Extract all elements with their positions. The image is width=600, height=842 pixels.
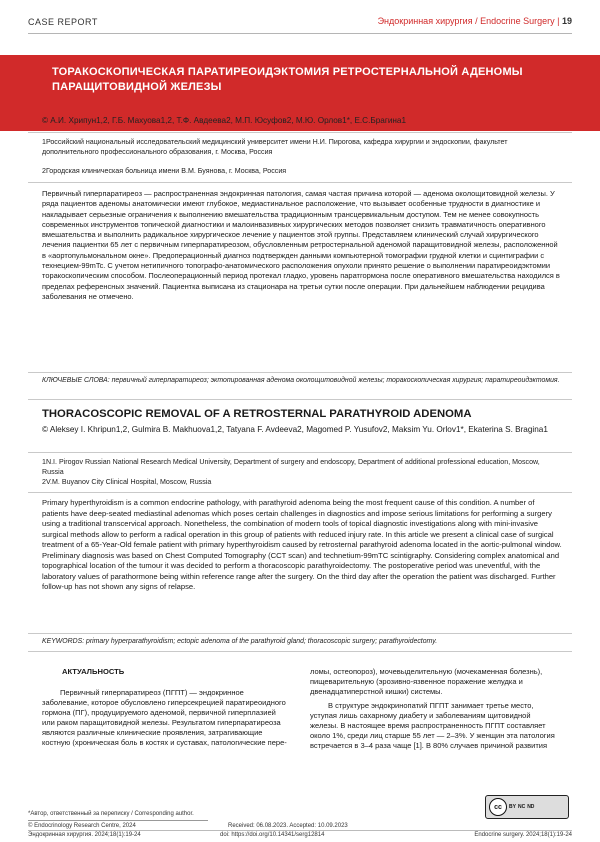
body-column-left [42,688,290,748]
article-title-en: THORACOSCOPIC REMOVAL OF A RETROSTERNAL PARATHYROID ADENOMA [42,408,472,420]
journal-name: Эндокринная хирургия / Endocrine Surgery | [377,16,560,26]
authors-ru: © А.И. Хрипун1,2, Г.Б. Махуова1,2, Т.Ф. Авдеева2, М.П. Юсуфов2, М.Ю. Орлов1*, Е.С.Брагина1 [42,116,407,125]
footer-journal-en: Endocrine surgery. 2024;18(1):19-24 [474,832,572,838]
footer-copyright: © Endocrinology Research Centre, 2024 [28,823,136,829]
affiliation-en-1: 1N.I. Pirogov Russian National Research Medical University, Department of surgery and endoscopy, Department of additional professional education, Moscow, Russia [42,458,540,476]
page-number: 19 [561,16,572,26]
body-paragraph: В структуре эндокринопатий ПГПТ занимает третье место, уступая лишь сахарному диабету и заболеваниям щитовидной железы. В настоящее время распространенность ПГПТ составляет около 1%, среди лиц старше 55 лет — 2–3%. У женщин эта патология встречается в 3–4 раза чаще [1]. В 80% случаев причиной развития [310,701,555,750]
section-title: АКТУАЛЬНОСТЬ [62,667,125,676]
footer-journal-ru: Эндокринная хирургия. 2024;18(1):19-24 [28,832,141,838]
footnote-rule [28,820,208,821]
cc-license-badge[interactable] [485,795,569,819]
footer-rule [28,830,572,831]
divider [28,182,572,183]
divider [28,132,572,133]
footnote: *Автор, ответственный за переписку / Corresponding author. [28,811,194,817]
body-paragraph: ломы, остеопороз), мочевыделительную (мочекаменная болезнь), пищеварительную (эрозивно-язвенное поражение желудка и двенадцатиперстной кишки) системы. [310,667,543,696]
affiliation-en-2: 2V.M. Buyanov City Clinical Hospital, Moscow, Russia [42,478,212,486]
affiliation-ru-2: 2Городская клиническая больница имени В.М. Буянова, г. Москва, Россия [42,167,287,175]
footer-doi[interactable]: doi: https://doi.org/10.14341/serg12814 [220,832,325,838]
running-head-journal [378,16,572,26]
cc-nc-icon: NC [517,804,526,810]
header-rule [28,33,572,34]
divider [28,633,572,634]
keywords-en: KEYWORDS: primary hyperparathyroidism; ectopic adenoma of the parathyroid gland; thoracoscopic surgery; parathyroidectomy. [42,638,438,645]
divider [28,651,572,652]
abstract-en: Primary hyperthyroidism is a common endocrine pathology, with parathyroid adenoma being the most frequent cause of this condition. A number of patients have deep-seated mediastinal adenomas which poses certain challenges in diagnostics and impose serious limitations for performing a surgery using a traditional transcervical approach. Nonetheless, the combination of modern tools of topical diagnostic investigations along with mini-invasive surgical methods allow to perform a radical operation in this group of patients with reduced injury rate. In this article we present a clinical case of surgical treatment of a 65-Year-Old female patient with primary hyperthyroidism caused by retrosternal parathyroid adenoma located in the aortic-pulmonal window. Preliminary diagnosis was based on Chest Computed Tomography (CCT scan) and technetium-99mTC scintigraphy. Considering complex anatomical and topographical location of the tumour it was decided to perform a thoracoscopic parathyroidectomy. The postoperative period was uneventful, with the laboratory values of parathormone being within reference range after the surgery. On the third day after the operation the patient was discharged. Further follow-up has not shown any signs of relapse. [42,498,562,591]
divider [28,452,572,453]
divider [28,492,572,493]
cc-nd-icon: ND [527,804,535,810]
body-column-right [310,667,558,751]
abstract-ru: Первичный гиперпаратиреоз — распространенная эндокринная патология, самая частая причина которой — аденома околощитовидной железы. У ряда пациентов аденомы анатомически имеют глубокое, медиастинальное расположение, что вызывает особенные трудности в диагностике и накладывает серьезные ограничения к выполнению вмешательства традиционным трансцервикальным доступом. Тем не менее совокупность современных инструментов топической диагностики и малоинвазивных хирургических методов позволяет снизить травматичность оперативного вмешательства и выполнить радикальное хирургическое лечение у пациентов этой группы. Представляем клинический случай хирургического лечения пациентки 65 лет с первичным гиперпаратиреозом, обусловленным ретростернальной аденомой паращитовидной железы, расположенной в «аортопульмональном окне». Предоперационный диагноз подтвержден данными компьютерной томографии грудной клетки и сцинтиграфии с технецием-99mTc. С учетом нетипичного топографо-анатомического расположения опухоли принято решение о выполнении паратиреоидэктомии торакоскопическим способом. Послеоперационный период протекал гладко, уровень паратгормона после оперативного вмешательства находился в пределах референсных значений. Пациентка выписана из стационара на третьи сутки после операции. При дальнейшем наблюдении рецидива заболевания не отмечено. [42,189,560,301]
affiliation-ru-1: 1Российский национальный исследовательский медицинский университет имени Н.И. Пирогова, кафедра хирургии и эндоскопии, факультет дополнительного профессионального образования, г. Москва, Россия [42,138,508,156]
footer-dates: Received: 06.08.2023. Accepted: 10.09.2023 [228,823,348,829]
running-head-section: CASE REPORT [28,17,98,27]
cc-by-icon: BY [509,804,516,810]
divider [28,372,572,373]
divider [28,399,572,400]
keywords-ru: КЛЮЧЕВЫЕ СЛОВА: первичный гиперпаратиреоз; эктопированная аденома околощитовидной железы; торакоскопическая хирургия; паратиреоидэктомия. [42,377,560,384]
cc-icon: cc [489,798,507,816]
article-title-ru: ТОРАКОСКОПИЧЕСКАЯ ПАРАТИРЕОИДЭКТОМИЯ РЕТРОСТЕРНАЛЬНОЙ АДЕНОМЫ ПАРАЩИТОВИДНОЙ ЖЕЛЕЗЫ [52,66,523,93]
authors-en: © Aleksey I. Khripun1,2, Gulmira B. Makhuova1,2, Tatyana F. Avdeeva2, Magomed P. Yusufov2, Maksim Yu. Orlov1*, Ekaterina S. Bragina1 [42,425,548,434]
body-paragraph: Первичный гиперпаратиреоз (ПГПТ) — эндокринное заболевание, которое обусловлено гиперсекрецией паратиреоидного гормона (ПГ), продуцируемого аденомой, первичной гиперплазией или раком паращитовидной железы. Результатом гиперпаратиреоза являются различные клинические проявления, затрагивающие костную (хроническая боль в костях и суставах, патологические пере- [42,688,287,747]
